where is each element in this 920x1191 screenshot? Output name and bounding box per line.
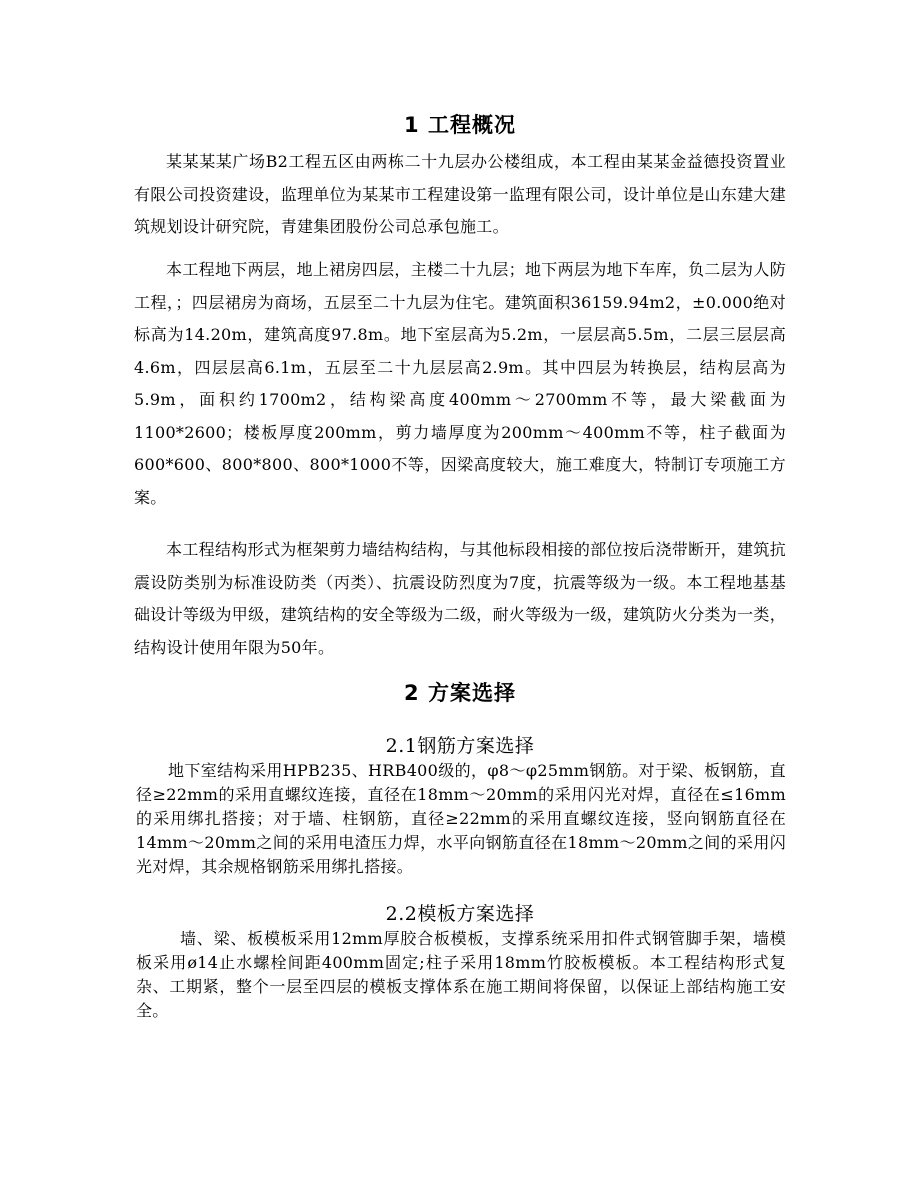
section-1-paragraph-1: 某某某某广场B2工程五区由两栋二十九层办公楼组成，本工程由某某金益德投资置业有限公司投资建设，监理单位为某某市工程建设第一监理有限公司，设计单位是山东建大建筑规划设计研究院，青建集团股份公司总承包施工。 (134, 152, 787, 236)
subsection-2-2-text: 墙、梁、板模板采用12mm厚胶合板模板，支撑系统采用扣件式钢管脚手架，墙模板采用ø14止水螺栓间距400mm固定;柱子采用18mm竹胶板模板。本工程结构形式复杂、工期紧，整个一层至四层的模板支撑体系在施工期间将保留，以保证上部结构施工安全。 (136, 929, 786, 1020)
section-2-title: 2 方案选择 (404, 681, 516, 705)
subsection-2-2-title: 2.2模板方案选择 (385, 903, 535, 925)
subsection-2-1-text: 地下室结构采用HPB235、HRB400级的，φ8～φ25mm钢筋。对于梁、板钢筋，直径≥22mm的采用直螺纹连接，直径在18mm～20mm的采用闪光对焊，直径在≤16mm的采用绑扎搭接；对于墙、柱钢筋，直径≥22mm的采用直螺纹连接，竖向钢筋直径在14mm～20mm之间的采用电渣压力焊，水平向钢筋直径在18mm～20mm之间的采用闪光对焊，其余规格钢筋采用绑扎搭接。 (136, 761, 786, 876)
section-1-title: 1 工程概况 (404, 113, 516, 137)
subsection-2-1-title: 2.1钢筋方案选择 (385, 735, 535, 757)
section-1-paragraph-3: 本工程结构形式为框架剪力墙结构结构，与其他标段相接的部位按后浇带断开，建筑抗震设防类别为标准设防类（丙类）、抗震设防烈度为7度，抗震等级为一级。本工程地基基础设计等级为甲级，建筑结构的安全等级为二级，耐火等级为一级，建筑防火分类为一类，结构设计使用年限为50年。 (134, 540, 787, 657)
section-1-paragraph-2: 本工程地下两层，地上裙房四层，主楼二十九层；地下两层为地下车库，负二层为人防工程，；四层裙房为商场，五层至二十九层为住宅。建筑面积36159.94m2，±0.000绝对标高为14.20m，建筑高度97.8m。地下室层高为5.2m，一层层高5.5m，二层三层层高4.6m，四层层高6.1m，五层至二十九层层高2.9m。其中四层为转换层，结构层高为5.9m，面积约1700m2，结构梁高度400mm～2700mm不等，最大梁截面为1100*2600；楼板厚度200mm，剪力墙厚度为200mm～400mm不等，柱子截面为600*600、800*800、800*1000不等，因梁高度较大，施工难度大，特制订专项施工方案。 (134, 260, 786, 507)
